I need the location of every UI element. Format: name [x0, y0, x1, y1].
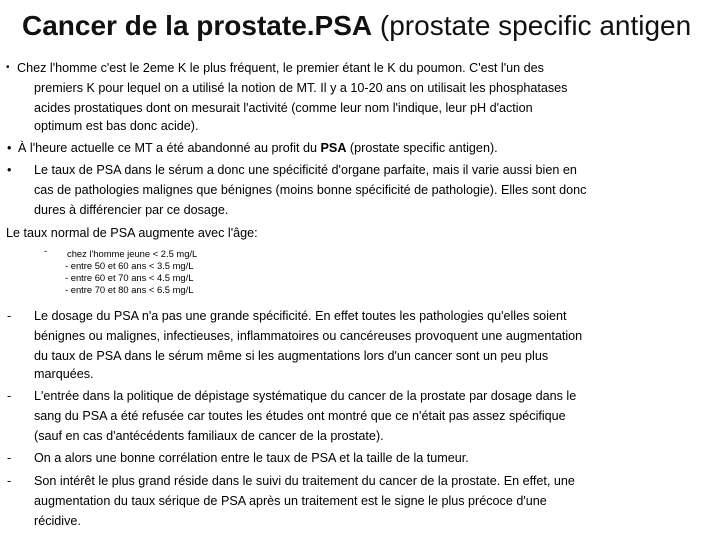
title-rest: (prostate specific antigen [372, 10, 692, 41]
item-line: Son intérêt le plus grand réside dans le suivi du traitement du cancer de la prostate. En effet, une [34, 474, 575, 488]
p3-line: dures à différencier par ce dosage. [34, 203, 229, 217]
p2-bold-psa: PSA [320, 141, 347, 155]
normal-intro: Le taux normal de PSA augmente avec l'âge: [6, 226, 258, 240]
bullet: • [7, 141, 12, 155]
item-line: On a alors une bonne corrélation entre le taux de PSA et la taille de la tumeur. [34, 451, 469, 465]
dash: - [7, 451, 12, 465]
dash: - [7, 309, 12, 323]
normal-value-line: - entre 60 et 70 ans < 4.5 mg/L [65, 272, 194, 283]
item-line: augmentation du taux sérique de PSA après un traitement est le signe le plus précoce d'une [34, 494, 547, 508]
p2-line: À l'heure actuelle ce MT a été abandonné au profit du PSA (prostate specific antigen). [18, 141, 498, 155]
item-line: marquées. [34, 367, 94, 381]
normal-value-line: - entre 70 et 80 ans < 6.5 mg/L [65, 284, 194, 295]
p1-line: optimum est bas donc acide). [34, 119, 199, 133]
p1-line: premiers K pour lequel on a utilisé la notion de MT. Il y a 10-20 ans on utilisait les phosphatases [34, 81, 568, 95]
item-line: bénignes ou malignes, infectieuses, inflammatoires ou cancéreuses provoquent une augmentation [34, 329, 583, 343]
normal-value-line: - entre 50 et 60 ans < 3.5 mg/L [65, 260, 194, 271]
item-line: du taux de PSA dans le sérum même si les augmentations lors d'un cancer sont un peu plus [34, 349, 549, 363]
p1-line: Chez l'homme c'est le 2eme K le plus fréquent, le premier étant le K du poumon. C'est l'un des [17, 61, 544, 75]
p3-line: cas de pathologies malignes que bénignes (moins bonne spécificité de pathologie). Elles sont donc [34, 183, 587, 197]
dash: - [44, 245, 48, 256]
p1-line: acides prostatiques dont on mesurait l'activité (comme leur nom l'indique, leur pH d'action [34, 101, 533, 115]
dash: - [7, 389, 12, 403]
bullet: • [6, 62, 10, 73]
item-line: sang du PSA a été refusée car toutes les études ont montré que ce n'était pas assez spécifique [34, 409, 566, 423]
item-line: L'entrée dans la politique de dépistage systématique du cancer de la prostate par dosage dans le [34, 389, 577, 403]
item-line: récidive. [34, 514, 81, 528]
title-bold: Cancer de la prostate.PSA [22, 10, 373, 41]
normal-value-line: chez l'homme jeune < 2.5 mg/L [67, 248, 198, 259]
slide-title [22, 8, 712, 44]
item-line: Le dosage du PSA n'a pas une grande spécificité. En effet toutes les pathologies qu'elles soient [34, 309, 567, 323]
bullet: • [7, 163, 12, 177]
dash: - [7, 474, 12, 488]
item-line: (sauf en cas d'antécédents familiaux de cancer de la prostate). [34, 429, 384, 443]
p3-line: Le taux de PSA dans le sérum a donc une spécificité d'organe parfaite, mais il varie aussi bien en [34, 163, 577, 177]
